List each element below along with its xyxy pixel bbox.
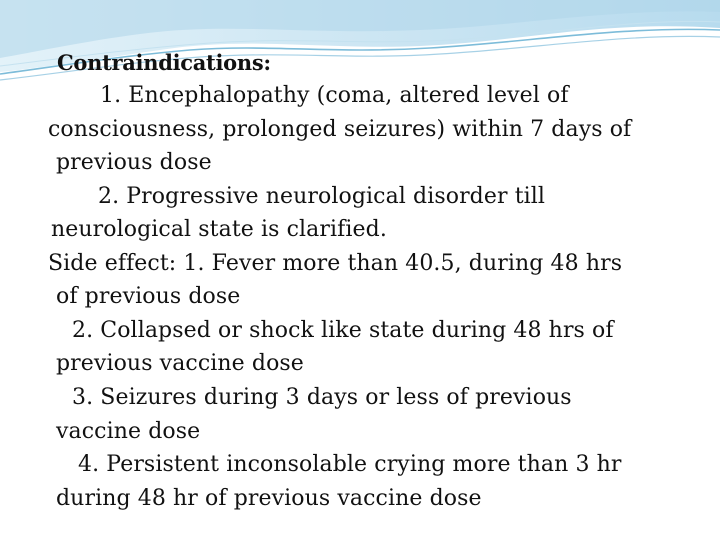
side-effect-line: Side effect: 1. Fever more than 40.5, during 48 hrs [48, 251, 623, 276]
text-line: of previous dose [56, 284, 241, 309]
text-line: 2. Collapsed or shock like state during 48 hrs of [72, 318, 614, 343]
contraindications-heading: Contraindications: [57, 50, 271, 75]
text-line: previous vaccine dose [56, 351, 304, 376]
text-line: 2. Progressive neurological disorder till [98, 184, 546, 209]
text-line: previous dose [56, 150, 212, 175]
text-line: 1. Encephalopathy (coma, altered level of [100, 83, 569, 108]
text-line: 3. Seizures during 3 days or less of previous [72, 385, 572, 410]
text-line: 4. Persistent inconsolable crying more than 3 hr [78, 452, 622, 477]
text-line: neurological state is clarified. [51, 217, 387, 242]
text-line: consciousness, prolonged seizures) within 7 days of [48, 117, 632, 142]
text-line: vaccine dose [56, 419, 201, 444]
text-line: during 48 hr of previous vaccine dose [56, 486, 482, 511]
